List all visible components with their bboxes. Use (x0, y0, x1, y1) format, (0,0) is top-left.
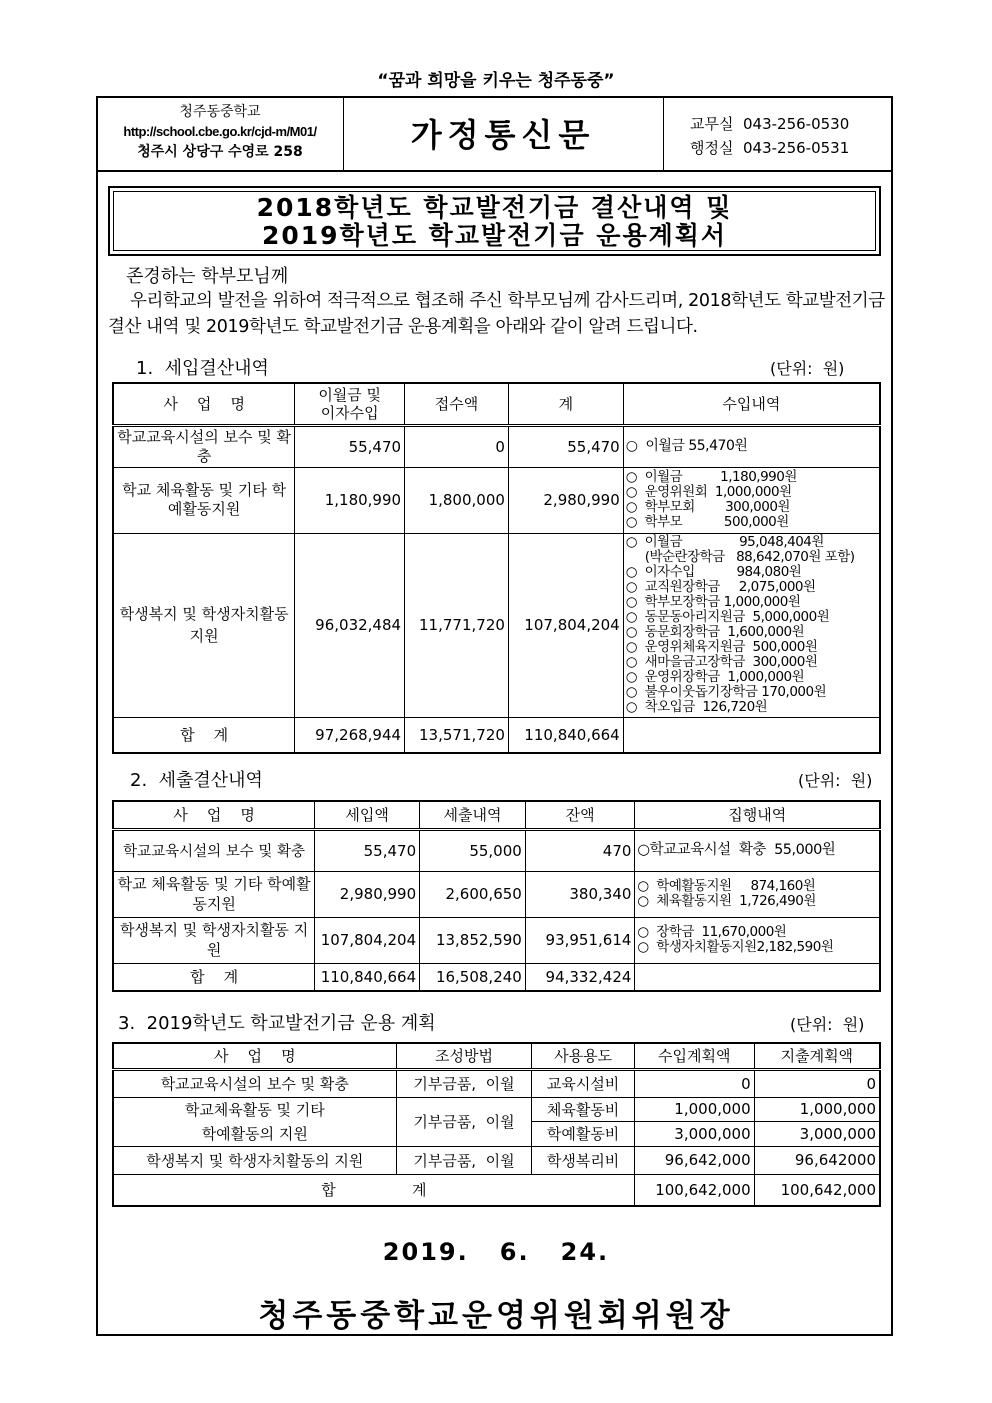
row-name: 학교체육활동 및 기타 학예활동의 지원 (113, 1097, 396, 1146)
col-total: 계 (508, 383, 623, 425)
paper-title: 가정통신문 (410, 116, 596, 154)
total-balance: 94,332,424 (525, 963, 635, 991)
detail-line: ○학교교육시설 확충 55,000원 (637, 842, 836, 858)
detail-line: ○ 이월금 55,470원 (625, 438, 748, 454)
school-url: http://school.cbe.go.kr/cjd-m/M01/ (123, 124, 317, 139)
detail-line: ○ 학부모장학금 1,000,000원 (625, 594, 801, 610)
detail-line: ○ 학부모회 300,000원 (625, 499, 790, 515)
detail-line: ○ 이자수입 984,080원 (625, 564, 802, 580)
col-name: 사 업 명 (113, 1043, 396, 1069)
cell-plan-in: 1,000,000 (634, 1097, 754, 1122)
cell-details (635, 871, 880, 917)
detail-line: ○ 동문동아리지원금 5,000,000원 (625, 609, 830, 625)
col-received: 접수액 (405, 383, 509, 425)
cell-total: 107,804,204 (508, 533, 623, 717)
total-received: 13,571,720 (405, 717, 509, 753)
cell-expense: 2,600,650 (420, 871, 526, 917)
total-empty (623, 717, 880, 753)
section3-title: 3. 2019학년도 학교발전기금 운용 계획 (118, 1013, 436, 1034)
col-plan-in: 수입계획액 (634, 1043, 754, 1069)
total-label: 합 계 (113, 1174, 634, 1206)
cell-plan-out: 96,642000 (754, 1146, 880, 1174)
table-row (113, 829, 880, 871)
total-label: 합 계 (113, 963, 315, 991)
school-info (100, 102, 340, 162)
table-header-row (113, 383, 880, 425)
total-row (113, 717, 880, 753)
detail-line: ○ 운영위장학금 1,000,000원 (625, 669, 805, 685)
cell-total: 55,470 (508, 425, 623, 467)
cell-plan-out: 0 (754, 1069, 880, 1097)
table-row (113, 467, 880, 533)
cell-total: 2,980,990 (508, 467, 623, 533)
row-name: 학교교육시설의 보수 및 확충 (113, 1069, 396, 1097)
header-separator-right (663, 96, 664, 170)
row-name: 학생복지 및 학생자치활동의 지원 (113, 1146, 396, 1174)
cell-use: 교육시설비 (532, 1069, 634, 1097)
section2-title: 2. 세출결산내역 (130, 770, 263, 791)
detail-line: ○ 새마을금고장학금 300,000원 (625, 654, 818, 670)
cell-use: 학예활동비 (532, 1122, 634, 1147)
detail-line: ○ 학생자치활동지원2,182,590원 (637, 939, 834, 955)
cell-income: 2,980,990 (315, 871, 420, 917)
cell-method: 기부금품, 이월 (396, 1069, 532, 1097)
total-plan-in: 100,642,000 (634, 1174, 754, 1206)
section2-unit: (단위: 원) (798, 771, 873, 790)
table-row (113, 1146, 880, 1174)
cell-plan-out: 3,000,000 (754, 1122, 880, 1147)
col-plan-out: 지출계획액 (754, 1043, 880, 1069)
table-row (113, 1097, 880, 1122)
detail-line: ○ 운영위원회 1,000,000원 (625, 484, 792, 500)
table-header-row (113, 801, 880, 829)
total-income: 110,840,664 (315, 963, 420, 991)
detail-line: ○ 운영위체육지원금 500,000원 (625, 639, 818, 655)
detail-line: ○ 동문회장학금 1,600,000원 (625, 624, 805, 640)
cell-income: 55,470 (315, 829, 420, 871)
row-name: 학교 체육활동 및 기타 학예활동지원 (113, 467, 295, 533)
cell-details (623, 533, 880, 717)
cell-balance: 470 (525, 829, 635, 871)
document-date: 2019. 6. 24. (382, 1238, 610, 1266)
table-row (113, 533, 880, 717)
greeting: 존경하는 학부모님께 (126, 266, 289, 287)
cell-use: 학생복리비 (532, 1146, 634, 1174)
cell-plan-out: 1,000,000 (754, 1097, 880, 1122)
intro-paragraph: 우리학교의 발전을 위하여 적극적으로 협조해 주신 학부모님께 감사드리며, 2018학년도 학교발전기금 결산 내역 및 2019학년도 학교발전기금 운용계획을 아래와 같이 알려 드립니다. (108, 291, 885, 337)
col-details: 수입내역 (623, 383, 880, 425)
cell-expense: 13,852,590 (420, 917, 526, 963)
col-name: 사 업 명 (113, 801, 315, 829)
total-expense: 16,508,240 (420, 963, 526, 991)
cell-details (623, 467, 880, 533)
cell-received: 1,800,000 (405, 467, 509, 533)
revenue-table (112, 382, 881, 754)
table-row (113, 917, 880, 963)
section1-unit: (단위: 원) (770, 359, 845, 378)
total-empty (635, 963, 880, 991)
title-line-2: 2019학년도 학교발전기금 운용계획서 (261, 221, 728, 250)
header-divider (96, 170, 893, 172)
detail-line: ○ 장학금 11,670,000원 (637, 924, 787, 940)
col-name: 사 업 명 (113, 383, 295, 425)
phone-admin: 행정실 043-256-0531 (690, 139, 850, 157)
total-plan-out: 100,642,000 (754, 1174, 880, 1206)
cell-balance: 93,951,614 (525, 917, 635, 963)
col-use: 사용용도 (532, 1043, 634, 1069)
signature: 청주동중학교운영위원회위원장 (258, 1298, 734, 1334)
cell-balance: 380,340 (525, 871, 635, 917)
total-total: 110,840,664 (508, 717, 623, 753)
table-row (113, 871, 880, 917)
section3-unit: (단위: 원) (790, 1015, 865, 1034)
col-details: 집행내역 (635, 801, 880, 829)
cell-received: 11,771,720 (405, 533, 509, 717)
cell-method: 기부금품, 이월 (396, 1097, 532, 1146)
detail-line: ○ 이월금 1,180,990원 (625, 469, 797, 485)
row-name: 학교교육시설의 보수 및 확충 (113, 829, 315, 871)
col-income: 세입액 (315, 801, 420, 829)
total-label: 합 계 (113, 717, 295, 753)
detail-line: ○ 학부모 500,000원 (625, 514, 789, 530)
cell-carry: 96,032,484 (295, 533, 405, 717)
col-method: 조성방법 (396, 1043, 532, 1069)
school-name: 청주동중학교 (179, 104, 261, 120)
detail-line: ○ 이월금 95,048,404원 (625, 534, 824, 550)
row-name: 학교교육시설의 보수 및 확충 (113, 425, 295, 467)
row-name: 학교 체육활동 및 기타 학예활동지원 (113, 871, 315, 917)
plan-table (112, 1042, 881, 1207)
cell-method: 기부금품, 이월 (396, 1146, 532, 1174)
cell-details (623, 425, 880, 467)
detail-line: (박순란장학금 88,642,070원 포함) (625, 549, 855, 565)
document-title (113, 191, 876, 251)
cell-plan-in: 96,642,000 (634, 1146, 754, 1174)
detail-line: ○ 체육활동지원 1,726,490원 (637, 893, 816, 909)
expense-table (112, 800, 881, 992)
detail-line: ○ 학예활동지원 874,160원 (637, 878, 816, 894)
slogan: “꿈과 희망을 키우는 청주동중” (377, 71, 615, 91)
detail-line: ○ 교직원장학금 2,075,000원 (625, 579, 816, 595)
title-line-1: 2018학년도 학교발전기금 결산내역 및 (256, 193, 733, 222)
detail-line: ○ 불우이웃돕기장학금 170,000원 (625, 684, 827, 700)
total-carry: 97,268,944 (295, 717, 405, 753)
cell-details (635, 829, 880, 871)
col-expense: 세출내역 (420, 801, 526, 829)
table-row (113, 1069, 880, 1097)
contact-phones (690, 112, 849, 160)
cell-plan-in: 3,000,000 (634, 1122, 754, 1147)
total-row (113, 963, 880, 991)
col-carry: 이월금 및 이자수입 (295, 383, 405, 425)
section1-title: 1. 세입결산내역 (136, 358, 269, 379)
row-name: 학생복지 및 학생자치활동 지원 (113, 917, 315, 963)
total-row (113, 1174, 880, 1206)
school-address: 청주시 상당구 수영로 258 (137, 144, 303, 160)
cell-use: 체육활동비 (532, 1097, 634, 1122)
table-header-row (113, 1043, 880, 1069)
col-balance: 잔액 (525, 801, 635, 829)
row-name: 학생복지 및 학생자치활동 지원 (113, 533, 295, 717)
cell-details (635, 917, 880, 963)
cell-plan-in: 0 (634, 1069, 754, 1097)
table-row (113, 425, 880, 467)
cell-carry: 55,470 (295, 425, 405, 467)
cell-carry: 1,180,990 (295, 467, 405, 533)
cell-received: 0 (405, 425, 509, 467)
detail-line: ○ 착오입금 126,720원 (625, 699, 768, 715)
cell-expense: 55,000 (420, 829, 526, 871)
phone-office: 교무실 043-256-0530 (690, 115, 850, 133)
cell-income: 107,804,204 (315, 917, 420, 963)
